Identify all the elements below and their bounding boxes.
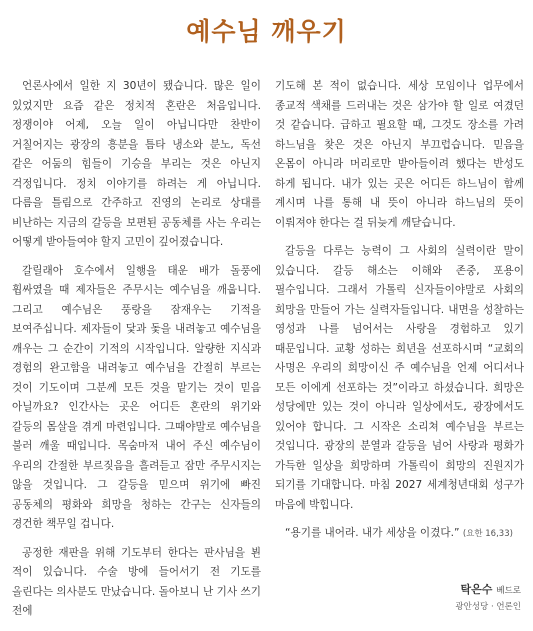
left-column <box>12 77 261 631</box>
right-column <box>275 77 524 545</box>
scripture-quote <box>275 524 524 545</box>
author-baptismal-name: 베드로 <box>496 586 521 596</box>
body-paragraph: 갈등을 다루는 능력이 그 사회의 실력이란 말이 있습니다. 갈등 해소는 이해와 존중, 포용이 필수입니다. 그래서 가톨릭 신자들이야말로 사회의 희망을 만들어 가는 실력자들입니다. 내면을 성찰하는 영성과 나를 넘어서는 사랑을 경험하고 있기 때문입니다. 교황 성하는 희년을 선포하시며 “교회의 사명은 우리의 희망이신 주 예수님을 언제 어디서나 모든 이에게 선포하는 것”이라고 하셨습니다. 희망은 성당에만 있는 것이 아니라 일상에서도, 광장에서도 있어야 합니다. 그 시작은 소리쳐 예수님을 부르는 것입니다. 광장의 분열과 갈등을 넘어 사랑과 평화가 가득한 일상을 희망하며 가톨릭이 희망의 진원지가 되기를 기대합니다. 마침 2027 세계청년대회 성구가 마음에 박힙니다. <box>275 245 524 511</box>
body-paragraph-continued: 기도해 본 적이 없습니다. 세상 모임이나 업무에서 종교적 색채를 드러내는 것은 삼가야 할 일로 여겼던 것 같습니다. 급하고 필요할 때, 그것도 장소를 가려 하느님을 찾은 것은 아닌지 부끄럽습니다. 믿음을 온몸이 아니라 머리로만 받아들이려 했다는 반성도 하게 됩니다. 내가 있는 곳은 어디든 하느님이 함께 계시며 나를 통해 내 뜻이 아니라 하느님의 뜻이 이뤄져야 한다는 걸 뒤늦게 깨닫습니다. <box>275 80 524 229</box>
page-title: 예수님 깨우기 <box>186 17 347 46</box>
quote-text: “용기를 내어라. 내가 세상을 이겼다.” <box>285 527 460 539</box>
body-paragraph: 갈릴래아 호수에서 일행을 태운 배가 돌풍에 휩싸였을 때 제자들은 주무시는 예수님을 깨웁니다. 그리고 예수님은 풍랑을 잠재우는 기적을 보여주십니다. 제자들이 닻과 돛을 내려놓고 예수님을 깨우는 그 순간이 기적의 시작입니다. 알량한 지식과 경험의 완고함을 내려놓고 예수님을 간절히 부르는 것이 기도이며 그분께 모든 것을 맡기는 것이 믿음 아닐까요? 인간사는 곳은 어디든 혼란의 위기와 갈등의 몸살을 겪게 마련입니다. 그때야말로 예수님을 불러 깨울 때입니다. 목숨마저 내어 주신 예수님이 우리의 간절한 부르짖음을 흘려듣고 잠만 주무시지는 않을 것입니다. 그 갈등을 믿으며 위기에 빠진 공동체의 평화와 희망을 청하는 간구는 신자들의 경건한 책무일 겁니다. <box>12 264 261 530</box>
body-paragraph: 언론사에서 일한 지 30년이 됐습니다. 많은 일이 있었지만 요즘 같은 정치적 혼란은 처음입니다. 정쟁이야 어제, 오늘 일이 아닙니다만 찬반이 거칠어지는 광장의 흥분을 틈타 냉소와 분노, 독선 같은 어둠의 힘들이 기승을 부리는 것은 아닌지 걱정입니다. 정치 이야기를 하려는 게 아닙니다. 다름을 틀림으로 간주하고 진영의 논리로 상대를 비난하는 지금의 갈등을 보편된 공동체를 사는 우리는 어떻게 받아들여야 할지 고민이 깊어졌습니다. <box>12 80 261 248</box>
author-name: 탁은수 <box>460 583 493 596</box>
body-paragraph: 공정한 재판을 위해 기도부터 한다는 판사님을 뵌 적이 있습니다. 수술 방에 들어서기 전 기도를 올린다는 의사분도 만났습니다. 돌아보니 난 기사 쓰기 전에 <box>12 546 261 617</box>
author-byline <box>455 582 521 615</box>
quote-reference: (요한 16,33) <box>462 529 513 539</box>
author-affiliation: 광안성당 · 언론인 <box>455 602 521 612</box>
